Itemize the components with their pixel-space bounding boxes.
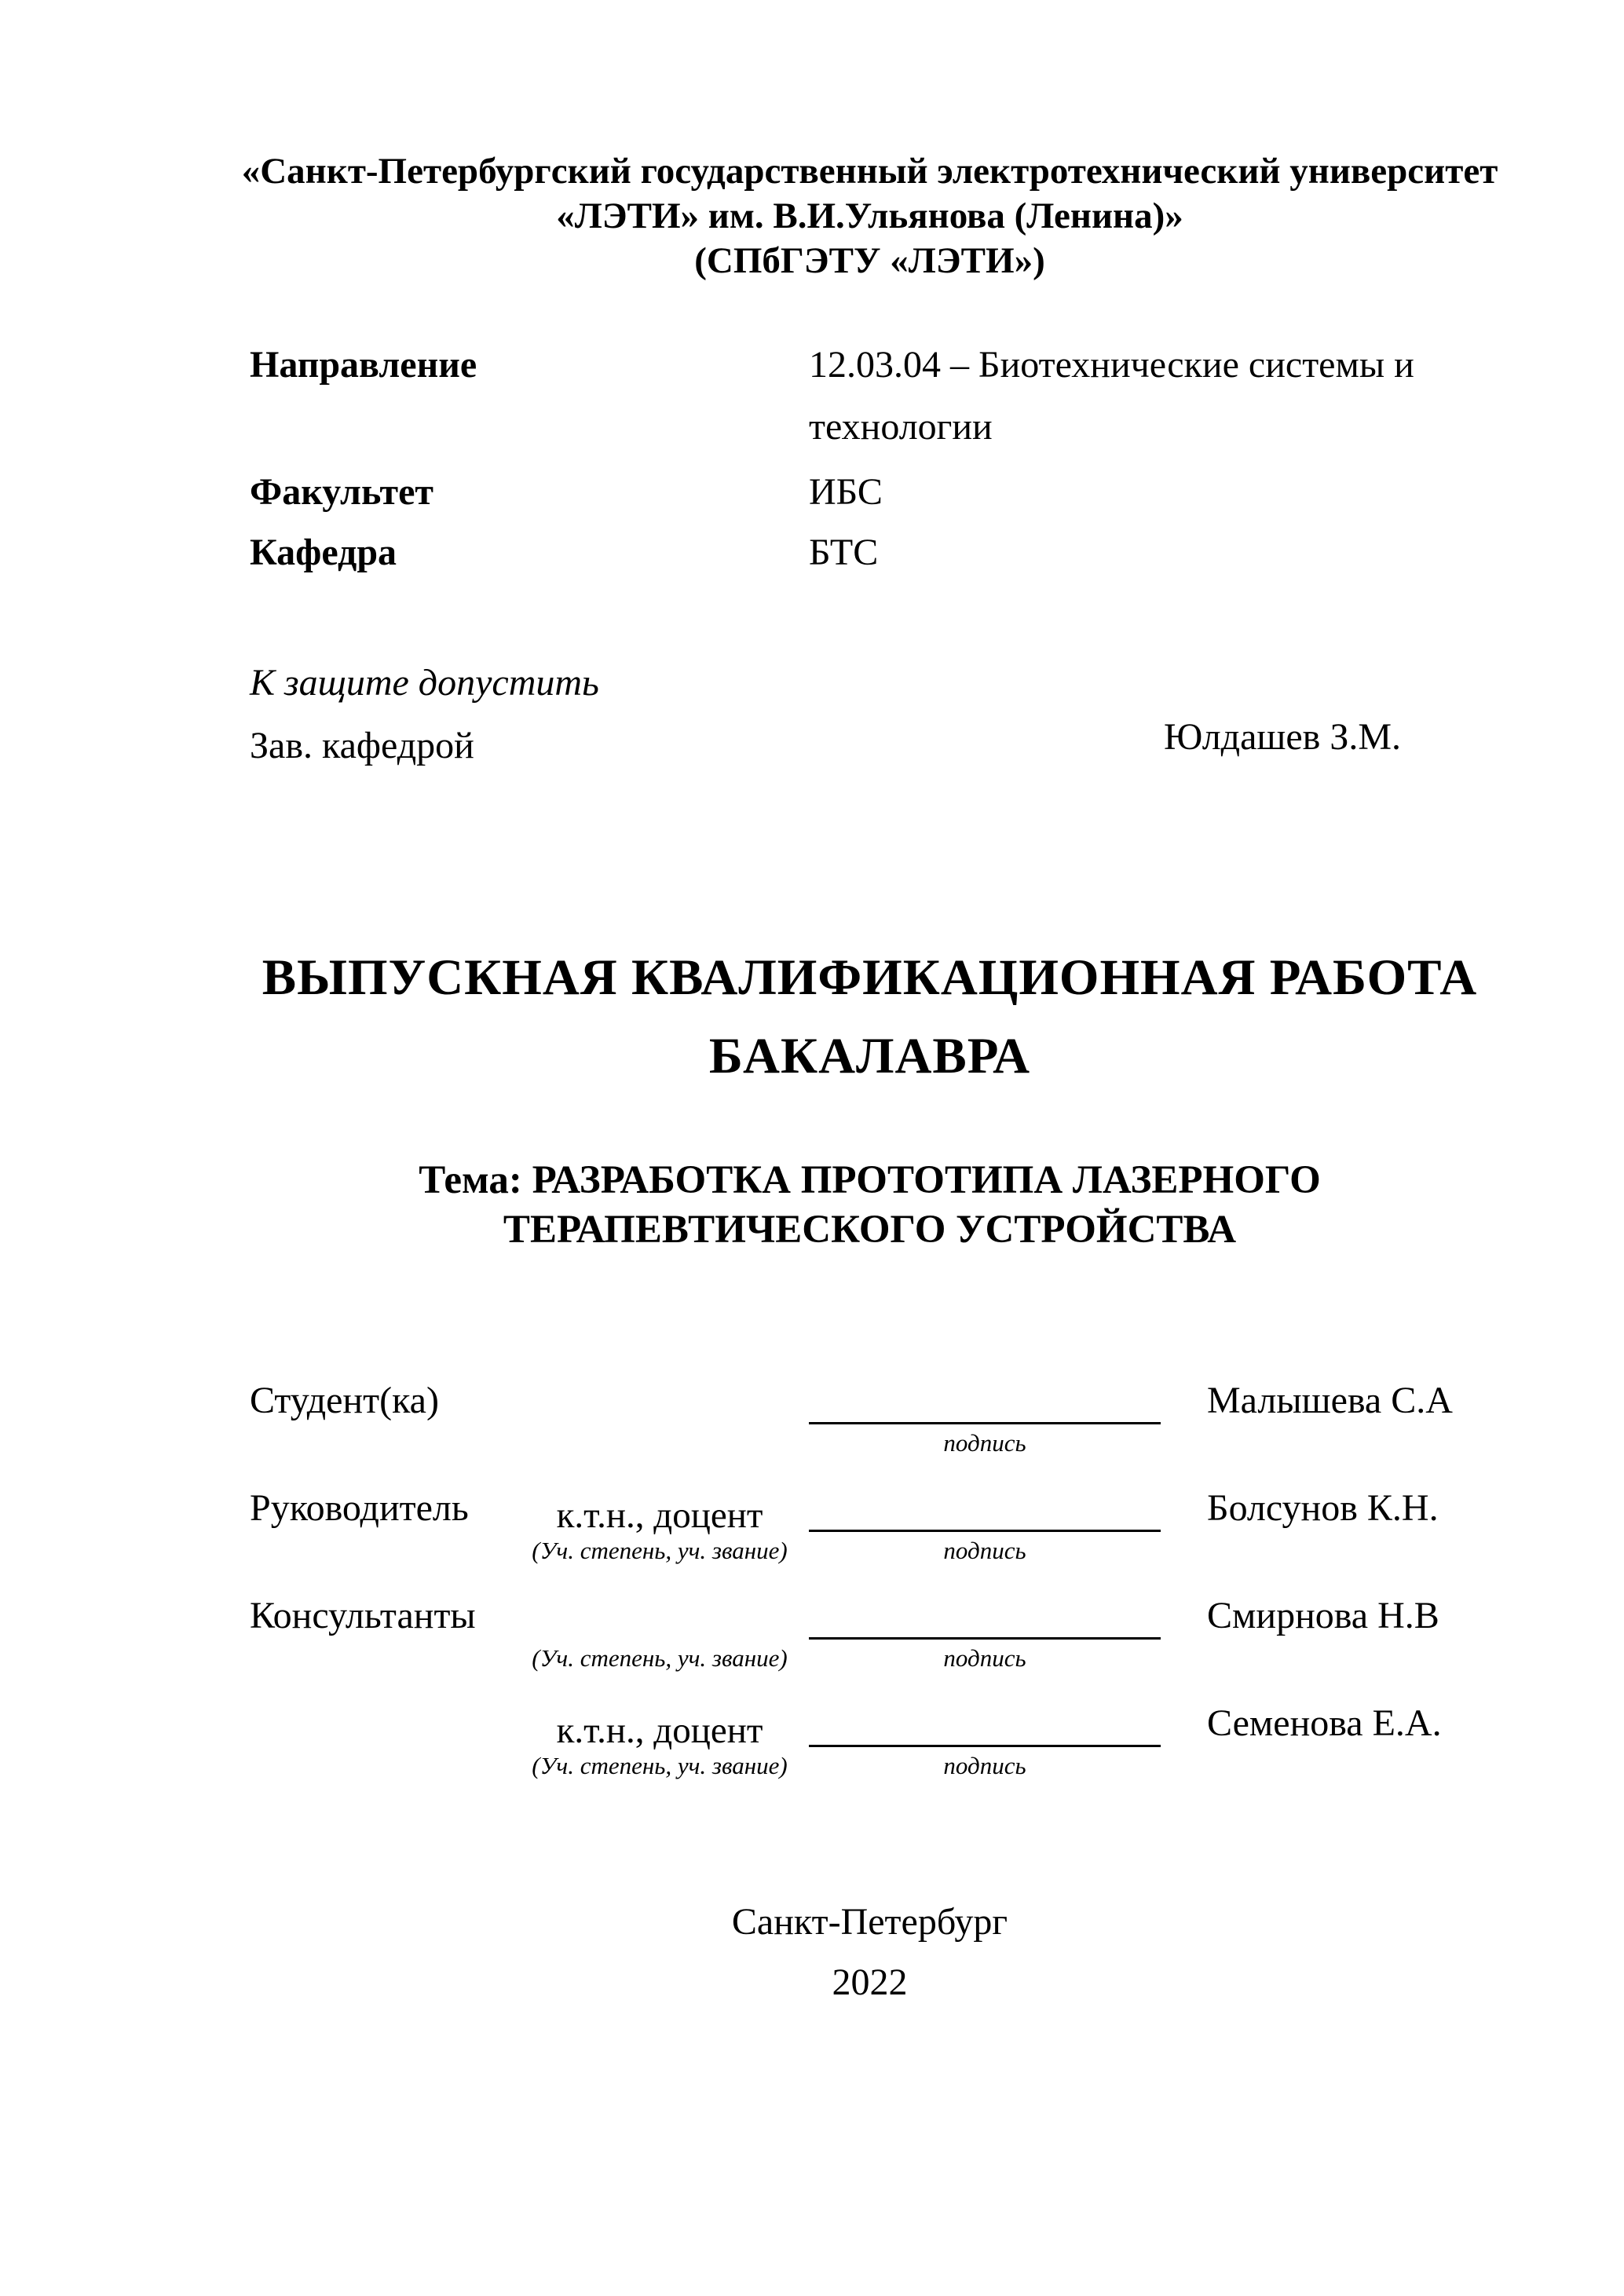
faculty-value: ИБС (809, 471, 883, 513)
signature-role-label: Консультанты (250, 1595, 476, 1636)
department-head-label: Зав. кафедрой (250, 725, 474, 766)
signature-row-consultant-2 (0, 1702, 1624, 1809)
signature-qualification: к.т.н., доцент (556, 1710, 763, 1751)
signature-caption: подпись (943, 1752, 1026, 1779)
signatory-name: Семенова Е.А. (1207, 1702, 1442, 1744)
signature-line (809, 1637, 1161, 1640)
admission-note: К защите допустить (250, 662, 599, 704)
university-name-line-1: «Санкт-Петербургский государственный электротехнический университет (241, 151, 1498, 192)
signature-row-supervisor (0, 1486, 1624, 1594)
signatory-name: Болсунов К.Н. (1207, 1487, 1439, 1529)
signature-caption: подпись (943, 1644, 1026, 1672)
signature-row-student (0, 1379, 1624, 1486)
signatory-name: Смирнова Н.В (1207, 1595, 1439, 1636)
footer-year: 2022 (832, 1961, 908, 2003)
signature-line (809, 1745, 1161, 1747)
direction-value: 12.03.04 – Биотехнические системы и технологии (809, 344, 1414, 448)
signature-qualification: к.т.н., доцент (556, 1495, 763, 1536)
faculty-label: Факультет (250, 471, 433, 513)
direction-label: Направление (250, 344, 477, 386)
work-theme (232, 1156, 1508, 1255)
work-theme-line-2: ТЕРАПЕВТИЧЕСКОГО УСТРОЙСТВА (503, 1208, 1237, 1252)
department-value: БТС (809, 532, 879, 573)
signature-row-consultant-1 (0, 1594, 1624, 1702)
qualification-caption: (Уч. степень, уч. звание) (532, 1644, 788, 1672)
signature-caption: подпись (943, 1429, 1026, 1457)
department-head-name: Юлдашев З.М. (1164, 716, 1402, 758)
signature-line (809, 1422, 1161, 1424)
work-theme-line-1: Тема: РАЗРАБОТКА ПРОТОТИПА ЛАЗЕРНОГО (419, 1158, 1321, 1202)
department-label: Кафедра (250, 532, 397, 573)
signature-role-label: Студент(ка) (250, 1380, 439, 1421)
qualification-caption: (Уч. степень, уч. звание) (532, 1752, 788, 1779)
university-abbreviation: (СПбГЭТУ «ЛЭТИ») (694, 240, 1045, 281)
signatory-name: Малышева С.А (1207, 1380, 1453, 1421)
signature-line (809, 1530, 1161, 1532)
university-name-line-2: «ЛЭТИ» им. В.И.Ульянова (Ленина)» (556, 196, 1183, 236)
work-title (232, 938, 1508, 1095)
qualification-caption: (Уч. степень, уч. звание) (532, 1537, 788, 1564)
work-title-line-1: ВЫПУСКНАЯ КВАЛИФИКАЦИОННАЯ РАБОТА (262, 949, 1478, 1006)
university-header (232, 149, 1508, 283)
signature-role-label: Руководитель (250, 1487, 469, 1529)
footer-city: Санкт-Петербург (731, 1901, 1008, 1943)
work-title-line-2: БАКАЛАВРА (708, 1028, 1031, 1084)
signature-caption: подпись (943, 1537, 1026, 1564)
